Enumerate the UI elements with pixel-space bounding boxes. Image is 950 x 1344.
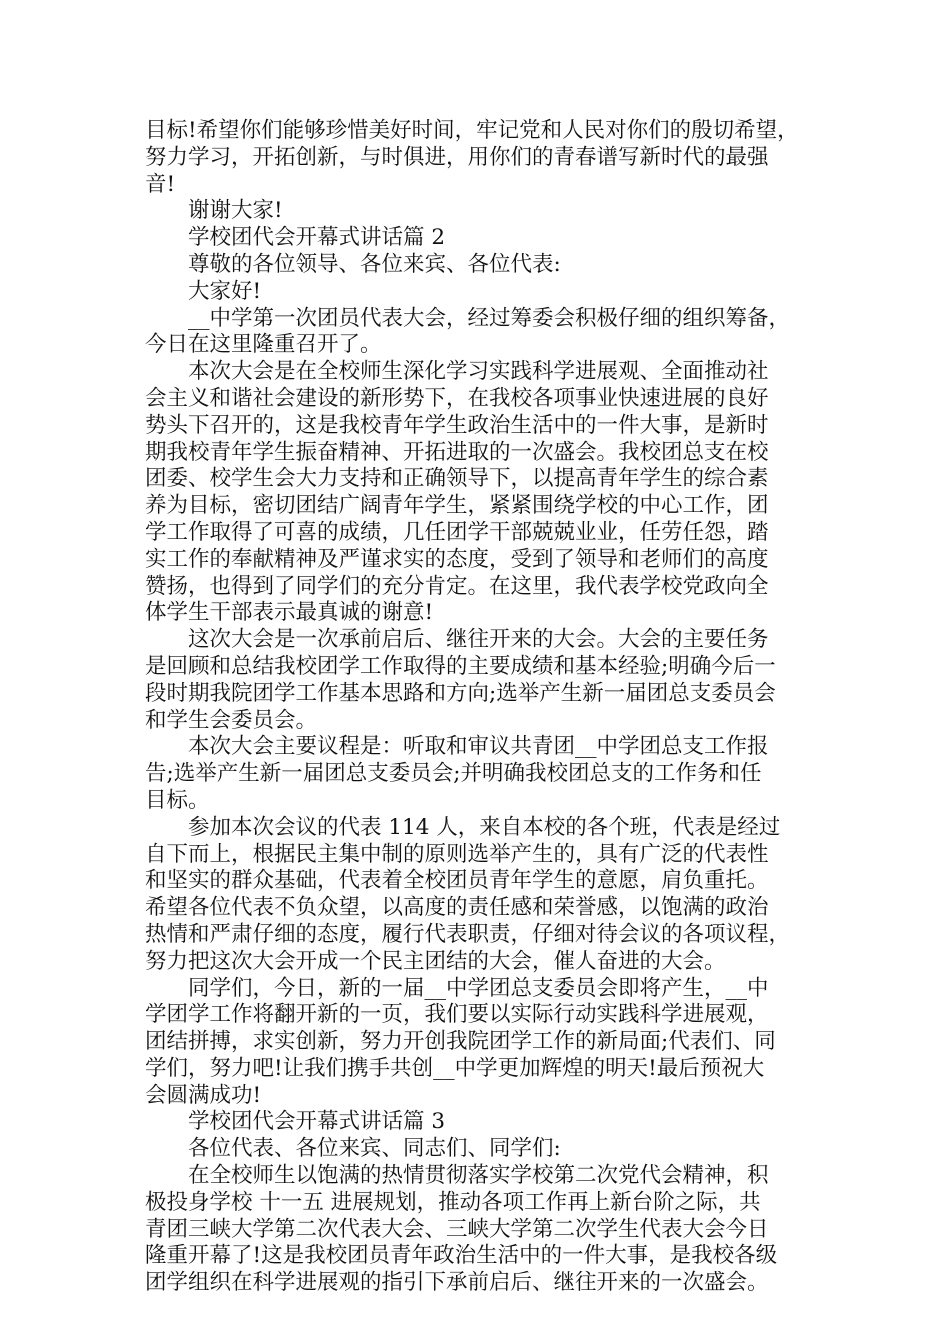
text-line: 热情和严肃仔细的态度，履行代表职责，仔细对待会议的各项议程， — [145, 921, 791, 947]
paragraph — [145, 225, 835, 252]
text-line: 告;选举产生新一届团总支委员会;并明确我校团总支的工作务和任 — [145, 761, 762, 787]
paragraph — [145, 252, 835, 279]
text-line: 努力把这次大会开成一个民主团结的大会，催人奋进的大会。 — [145, 948, 726, 974]
text-line: 尊敬的各位领导、各位来宾、各位代表: — [188, 251, 561, 277]
text-line: 是回顾和总结我校团学工作取得的主要成绩和基本经验;明确今后一 — [145, 653, 776, 679]
text-line: 期我校青年学生振奋精神、开拓进取的一次盛会。我校团总支在校 — [145, 439, 769, 465]
text-line: 希望各位代表不负众望，以高度的责任感和荣誉感，以饱满的政治 — [145, 895, 769, 921]
paragraph — [145, 815, 835, 976]
text-line: 在全校师生以饱满的热情贯彻落实学校第二次党代会精神，积 — [188, 1163, 769, 1189]
text-line: 学团学工作将翻开新的一页，我们要以实际行动实践科学进展观， — [145, 1002, 769, 1028]
paragraph — [145, 1163, 835, 1297]
text-line: 团学组织在科学进展观的指引下承前启后、继往开来的一次盛会。 — [145, 1270, 769, 1296]
text-line: 团结拼搏，求实创新，努力开创我院团学工作的新局面;代表们、同 — [145, 1029, 776, 1055]
text-line: 音! — [145, 171, 176, 197]
paragraph — [145, 359, 835, 627]
text-line: 团委、校学生会大力支持和正确领导下，以提高青年学生的综合素 — [145, 466, 769, 492]
paragraph — [145, 1109, 835, 1136]
text-line: 隆重开幕了!这是我校团员青年政治生活中的一件大事，是我校各级 — [145, 1243, 778, 1269]
text-line: 赞扬，也得到了同学们的充分肯定。在这里，我代表学校党政向全 — [145, 573, 769, 599]
text-line: __中学第一次团员代表大会，经过筹委会积极仔细的组织筹备， — [188, 305, 791, 331]
text-line: 这次大会是一次承前启后、继往开来的大会。大会的主要任务 — [188, 627, 769, 653]
text-line: 极投身学校 十一五 进展规划，推动各项工作再上新台阶之际，共 — [145, 1189, 761, 1215]
paragraph — [145, 279, 835, 306]
text-line: 和学生会委员会。 — [145, 707, 318, 733]
text-line: 学校团代会开幕式讲话篇 3 — [188, 1109, 446, 1135]
text-line: 势头下召开的，这是我校青年学生政治生活中的一件大事，是新时 — [145, 412, 769, 438]
text-line: 学校团代会开幕式讲话篇 2 — [188, 225, 446, 251]
text-line: 各位代表、各位来宾、同志们、同学们: — [188, 1136, 561, 1162]
text-line: 今日在这里隆重召开了。 — [145, 332, 382, 358]
text-line: 自下而上，根据民主集中制的原则选举产生的，具有广泛的代表性 — [145, 841, 769, 867]
text-line: 本次大会主要议程是：听取和审议共青团__中学团总支工作报 — [188, 734, 769, 760]
text-line: 努力学习，开拓创新，与时俱进，用你们的青春谱写新时代的最强 — [145, 144, 769, 170]
text-line: 实工作的奉献精神及严谨求实的态度，受到了领导和老师们的高度 — [145, 546, 769, 572]
paragraph — [145, 118, 835, 198]
document-body — [145, 118, 835, 1297]
paragraph — [145, 627, 835, 734]
text-line: 目标!希望你们能够珍惜美好时间，牢记党和人民对你们的殷切希望， — [145, 118, 799, 143]
text-line: 大家好! — [188, 278, 262, 304]
text-line: 会圆满成功! — [145, 1082, 262, 1108]
text-line: 养为目标，密切团结广阔青年学生，紧紧围绕学校的中心工作，团 — [145, 493, 769, 519]
text-line: 体学生干部表示最真诚的谢意! — [145, 600, 434, 626]
text-line: 学们，努力吧!让我们携手共创__中学更加辉煌的明天!最后预祝大 — [145, 1055, 765, 1081]
text-line: 会主义和谐社会建设的新形势下，在我校各项事业快速进展的良好 — [145, 385, 769, 411]
paragraph — [145, 734, 835, 814]
paragraph — [145, 1136, 835, 1163]
paragraph — [145, 976, 835, 1110]
text-line: 青团三峡大学第二次代表大会、三峡大学第二次学生代表大会今日 — [145, 1216, 769, 1242]
text-line: 目标。 — [145, 787, 210, 813]
paragraph — [145, 198, 835, 225]
text-line: 参加本次会议的代表 114 人，来自本校的各个班，代表是经过 — [188, 814, 781, 840]
text-line: 和坚实的群众基础，代表着全校团员青年学生的意愿，肩负重托。 — [145, 868, 769, 894]
paragraph — [145, 306, 835, 360]
text-line: 段时期我院团学工作基本思路和方向;选举产生新一届团总支委员会 — [145, 680, 776, 706]
text-line: 学工作取得了可喜的成绩，几任团学干部兢兢业业，任劳任怨，踏 — [145, 519, 769, 545]
text-line: 本次大会是在全校师生深化学习实践科学进展观、全面推动社 — [188, 359, 769, 385]
text-line: 同学们，今日，新的一届__中学团总支委员会即将产生，__中 — [188, 975, 769, 1001]
text-line: 谢谢大家! — [188, 198, 283, 224]
